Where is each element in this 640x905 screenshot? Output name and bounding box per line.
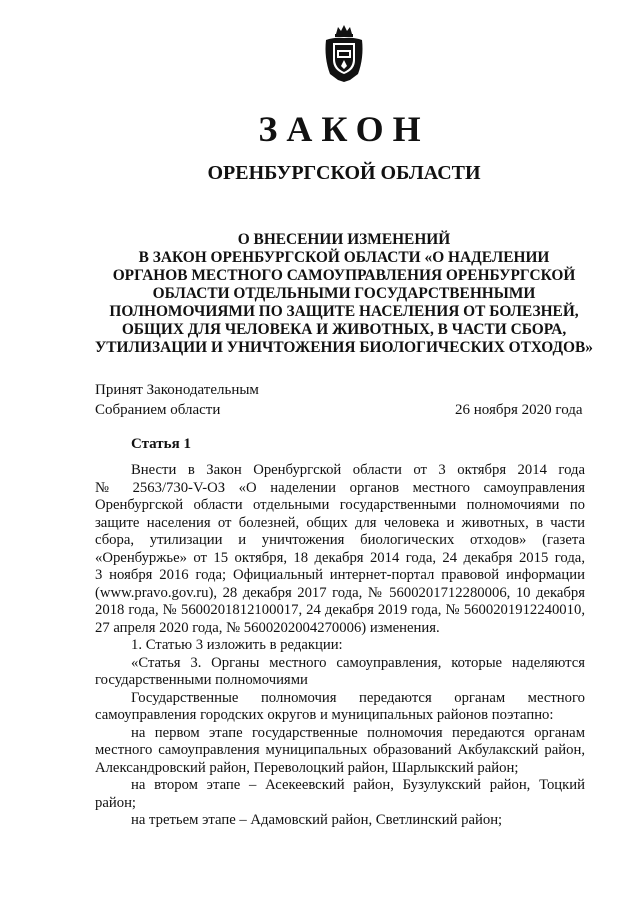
- document-title: ЗАКОН: [258, 109, 430, 149]
- body-line: район;: [95, 794, 137, 811]
- body-line: Александровский район, Переволоцкий район, Шарлыкский район;: [95, 759, 519, 776]
- accepted-date: 26 ноября 2020 года: [455, 402, 583, 418]
- law-title-line: УТИЛИЗАЦИИ И УНИЧТОЖЕНИЯ БИОЛОГИЧЕСКИХ ОТХОДОВ»: [95, 339, 593, 356]
- body-line: на первом этапе государственные полномочия передаются органам: [131, 724, 585, 741]
- law-title-line: ОРГАНОВ МЕСТНОГО САМОУПРАВЛЕНИЯ ОРЕНБУРГСКОЙ: [112, 267, 576, 284]
- body-line: самоуправления городских округов и муниципальных районов поэтапно:: [95, 707, 554, 723]
- body-line: на третьем этапе – Адамовский район, Светлинский район;: [131, 812, 503, 828]
- law-title-line: О ВНЕСЕНИИ ИЗМЕНЕНИЙ: [237, 231, 451, 248]
- accepted-by: [95, 380, 259, 420]
- body-line: «Оренбуржье» от 15 октября, 18 декабря 2014 года, 24 декабря 2015 года,: [95, 549, 585, 566]
- body-line: государственными полномочиями: [95, 672, 308, 688]
- body-line: 27 апреля 2020 года, № 5600202004270006) изменения.: [95, 619, 440, 636]
- accepted-line: Собранием области: [95, 402, 221, 418]
- body-line: Внести в Закон Оренбургской области от 3 октября 2014 года: [131, 462, 585, 478]
- law-title-line: ОБЩИХ ДЛЯ ЧЕЛОВЕКА И ЖИВОТНЫХ, В ЧАСТИ СБОРА,: [121, 321, 567, 338]
- body-line: 2018 года, № 5600201812100017, 24 декабря 2019 года, № 5600201912240010,: [95, 602, 585, 618]
- document-subtitle: ОРЕНБУРГСКОЙ ОБЛАСТИ: [207, 162, 481, 184]
- article-heading: Статья 1: [131, 436, 191, 452]
- law-title-line: В ЗАКОН ОРЕНБУРГСКОЙ ОБЛАСТИ «О НАДЕЛЕНИИ: [138, 249, 550, 266]
- accepted-line: Принят Законодательным: [95, 382, 259, 398]
- body-line: Государственные полномочия передаются органам местного: [131, 689, 585, 706]
- body-line: местного самоуправления муниципальных образований Акбулакский район,: [95, 742, 585, 758]
- law-title: [86, 231, 602, 357]
- coat-of-arms-icon: [322, 24, 366, 82]
- body-line: 1. Статью 3 изложить в редакции:: [131, 637, 343, 653]
- body-line: № 2563/730-V-ОЗ «О наделении органов местного самоуправления: [95, 479, 585, 496]
- law-title-line: ОБЛАСТИ ОТДЕЛЬНЫМИ ГОСУДАРСТВЕННЫМИ: [152, 285, 536, 302]
- law-title-line: ПОЛНОМОЧИЯМИ ПО ЗАЩИТЕ НАСЕЛЕНИЯ ОТ БОЛЕЗНЕЙ,: [109, 303, 579, 320]
- body-line: сбора, утилизации и уничтожения биологических отходов» (газета: [95, 532, 585, 548]
- body-line: на втором этапе – Асекеевский район, Бузулукский район, Тоцкий: [131, 777, 585, 793]
- body-line: «Статья 3. Органы местного самоуправления, которые наделяются: [131, 654, 585, 671]
- body-line: 3 ноября 2016 года; Официальный интернет-портал правовой информации: [95, 567, 585, 583]
- body-line: Оренбургской области отдельными государственными полномочиями по: [95, 497, 585, 513]
- body-line: (www.pravo.gov.ru), 28 декабря 2017 года, № 5600201712280006, 10 декабря: [95, 584, 585, 601]
- article-body: [95, 462, 585, 830]
- body-line: защите населения от болезней, общих для человека и животных, в части: [95, 514, 585, 531]
